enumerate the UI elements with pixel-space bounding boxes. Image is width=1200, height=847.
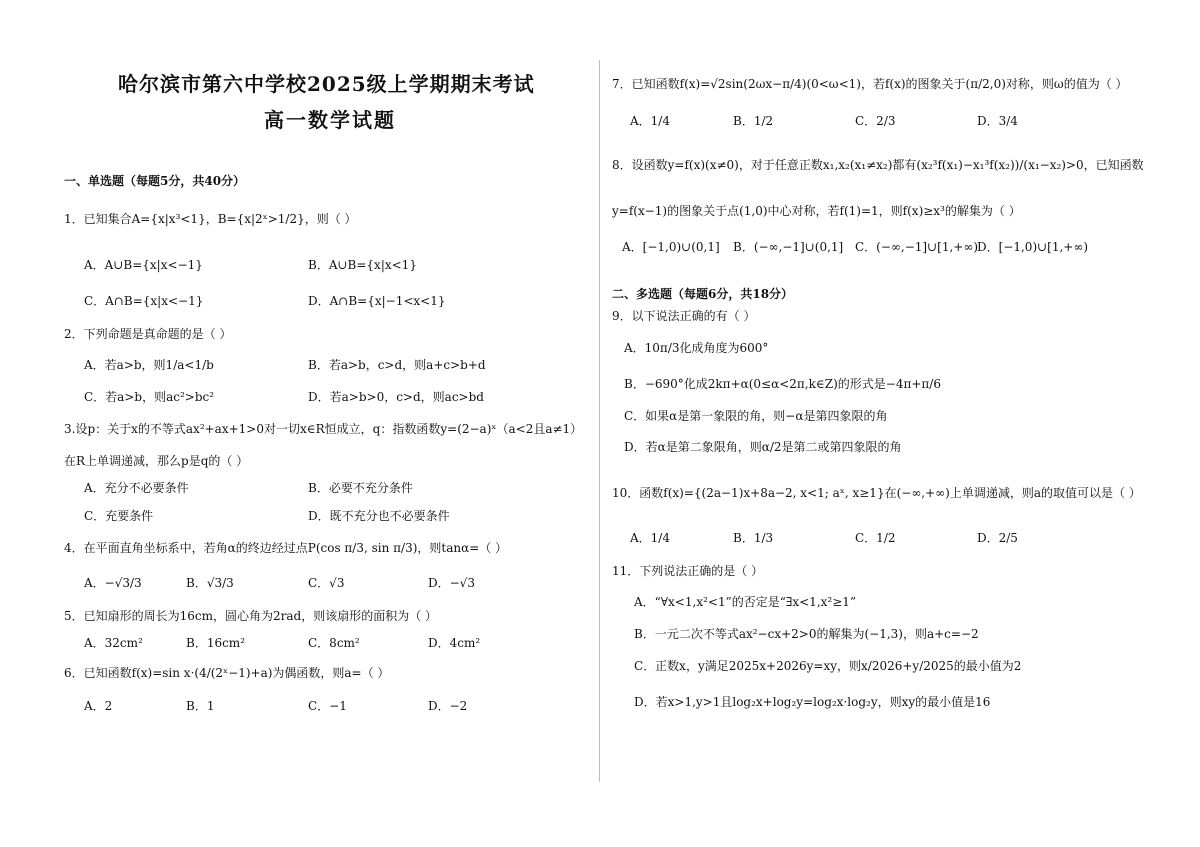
exam-title: 哈尔滨市第六中学校2025级上学期期末考试 — [118, 72, 535, 96]
q3-option-d: D．既不充分也不必要条件 — [308, 509, 450, 523]
q4-option-a: A．−√3/3 — [84, 576, 142, 590]
q2-option-b: B．若a>b，c>d，则a+c>b+d — [308, 358, 486, 372]
q8-stem-line1: 8．设函数y=f(x)(x≠0)，对于任意正数x₁,x₂(x₁≠x₂)都有(x₂³f(x₁)−x₁³f(x₂))/(x₁−x₂)>0，已知函数 — [612, 158, 1144, 172]
q8-option-b: B．(−∞,−1]∪(0,1] — [733, 240, 844, 254]
q4-option-d: D．−√3 — [428, 576, 475, 590]
q4-stem: 4．在平面直角坐标系中，若角α的终边经过点P(cos π/3, sin π/3)，则tanα=（ ） — [64, 541, 508, 555]
q10-option-b: B．1/3 — [733, 531, 774, 545]
q1-option-b: B．A∪B={x|x<1} — [308, 258, 417, 272]
q9-option-d: D．若α是第二象限角，则α/2是第二或第四象限的角 — [624, 440, 902, 454]
q7-stem: 7．已知函数f(x)=√2sin(2ωx−π/4)(0<ω<1)，若f(x)的图象关于(π/2,0)对称，则ω的值为（ ） — [612, 77, 1128, 91]
q11-stem: 11．下列说法正确的是（ ） — [612, 564, 764, 578]
q8-option-c: C．(−∞,−1]∪[1,+∞) — [855, 240, 979, 254]
q1-option-c: C．A∩B={x|x<−1} — [84, 294, 204, 308]
q8-option-a: A．[−1,0)∪(0,1] — [622, 240, 720, 254]
q6-stem: 6．已知函数f(x)=sin x·(4/(2ˣ−1)+a)为偶函数，则a=（ ） — [64, 666, 390, 680]
q1-option-d: D．A∩B={x|−1<x<1} — [308, 294, 446, 308]
q5-option-c: C．8cm² — [308, 636, 360, 650]
q7-option-c: C．2/3 — [855, 114, 896, 128]
q7-option-a: A．1/4 — [630, 114, 670, 128]
q10-option-c: C．1/2 — [855, 531, 896, 545]
q5-option-a: A．32cm² — [84, 636, 143, 650]
q5-option-b: B．16cm² — [186, 636, 245, 650]
exam-subtitle: 高一数学试题 — [264, 108, 396, 132]
q2-option-d: D．若a>b>0，c>d，则ac>bd — [308, 390, 484, 404]
q8-option-d: D．[−1,0)∪[1,+∞) — [977, 240, 1089, 254]
q9-stem: 9．以下说法正确的有（ ） — [612, 309, 756, 323]
section-multiple-choice: 二、多选题（每题6分，共18分） — [612, 287, 794, 301]
q10-option-d: D．2/5 — [977, 531, 1018, 545]
q6-option-d: D．−2 — [428, 699, 468, 713]
q6-option-a: A．2 — [84, 699, 113, 713]
q3-option-a: A．充分不必要条件 — [84, 481, 189, 495]
q2-option-a: A．若a>b，则1/a<1/b — [84, 358, 214, 372]
q7-option-d: D．3/4 — [977, 114, 1018, 128]
q9-option-c: C．如果α是第一象限的角，则−α是第四象限的角 — [624, 409, 888, 423]
q8-stem-line2: y=f(x−1)的图象关于点(1,0)中心对称，若f(1)=1，则f(x)≥x³的解集为（ ） — [612, 204, 1021, 218]
q11-option-c: C．正数x，y满足2025x+2026y=xy，则x/2026+y/2025的最小值为2 — [634, 659, 1022, 673]
q10-stem: 10．函数f(x)={(2a−1)x+8a−2, x<1; aˣ, x≥1}在(−∞,+∞)上单调递减，则a的取值可以是（ ） — [612, 486, 1141, 500]
q4-option-c: C．√3 — [308, 576, 345, 590]
q2-option-c: C．若a>b，则ac²>bc² — [84, 390, 215, 404]
q9-option-b: B．−690°化成2kπ+α(0≤α<2π,k∈Z)的形式是−4π+π/6 — [624, 377, 941, 391]
q6-option-c: C．−1 — [308, 699, 347, 713]
q9-option-a: A．10π/3化成角度为600° — [624, 341, 769, 355]
q2-stem: 2．下列命题是真命题的是（ ） — [64, 327, 232, 341]
q11-option-d: D．若x>1,y>1且log₂x+log₂y=log₂x·log₂y，则xy的最小值是16 — [634, 695, 991, 709]
q11-option-b: B．一元二次不等式ax²−cx+2>0的解集为(−1,3)，则a+c=−2 — [634, 627, 979, 641]
q1-stem: 1．已知集合A={x|x³<1}，B={x|2ˣ>1/2}，则（ ） — [64, 212, 357, 226]
q3-option-c: C．充要条件 — [84, 509, 154, 523]
q7-option-b: B．1/2 — [733, 114, 774, 128]
q3-stem-line1: 3.设p：关于x的不等式ax²+ax+1>0对一切x∈R恒成立，q：指数函数y=(2−a)ˣ（a<2且a≠1） — [64, 422, 583, 436]
q4-option-b: B．√3/3 — [186, 576, 234, 590]
q5-option-d: D．4cm² — [428, 636, 481, 650]
q3-option-b: B．必要不充分条件 — [308, 481, 413, 495]
q1-option-a: A．A∪B={x|x<−1} — [84, 258, 203, 272]
q10-option-a: A．1/4 — [630, 531, 670, 545]
q6-option-b: B．1 — [186, 699, 215, 713]
q11-option-a: A．“∀x<1,x²<1”的否定是“∃x<1,x²≥1” — [634, 595, 857, 609]
q5-stem: 5．已知扇形的周长为16cm，圆心角为2rad，则该扇形的面积为（ ） — [64, 609, 438, 623]
column-divider — [599, 60, 600, 782]
section-single-choice: 一、单选题（每题5分，共40分） — [64, 174, 246, 188]
q3-stem-line2: 在R上单调递减，那么p是q的（ ） — [64, 454, 249, 468]
